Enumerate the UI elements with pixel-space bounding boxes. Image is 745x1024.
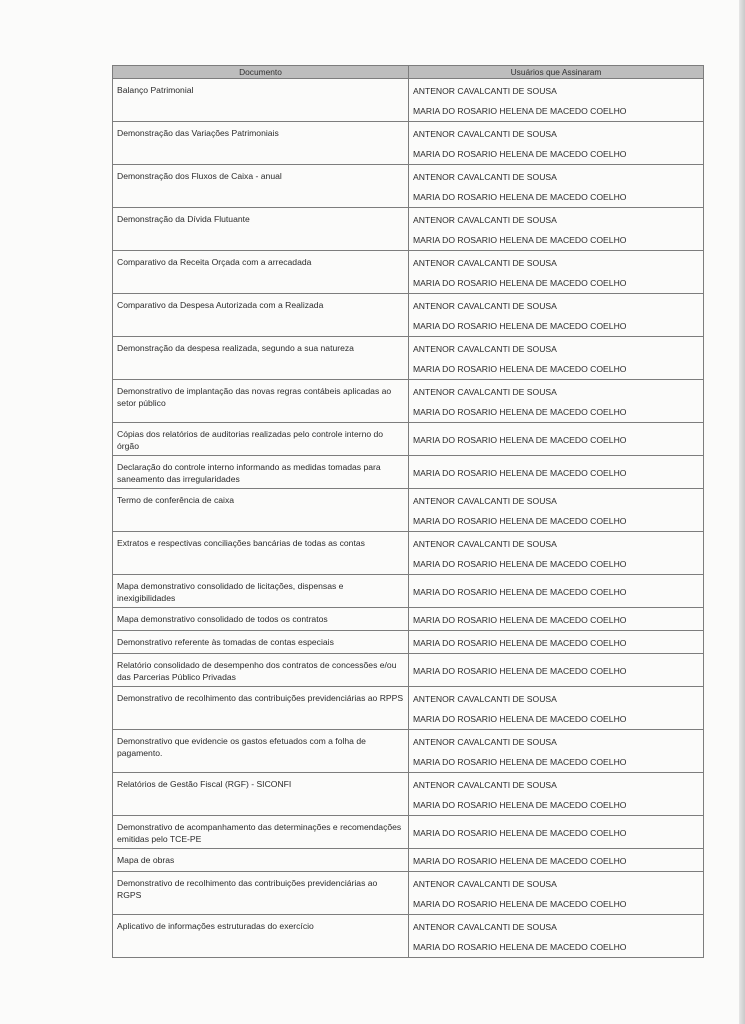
signer-name: ANTENOR CAVALCANTI DE SOUSA [413, 258, 557, 268]
table-row [113, 122, 704, 165]
signers-cell [409, 208, 704, 251]
table-body [113, 79, 704, 958]
signer-name: ANTENOR CAVALCANTI DE SOUSA [413, 539, 557, 549]
table-header-row [113, 66, 704, 79]
signer-name: MARIA DO ROSARIO HELENA DE MACEDO COELHO [413, 757, 627, 767]
signer-name: ANTENOR CAVALCANTI DE SOUSA [413, 301, 557, 311]
signers-cell [409, 165, 704, 208]
document-name: Demonstrativo de recolhimento das contribuições previdenciárias ao RPPS [113, 687, 409, 730]
table-row [113, 532, 704, 575]
signers-cell [409, 532, 704, 575]
document-name: Balanço Patrimonial [113, 79, 409, 122]
signers-cell [409, 79, 704, 122]
signer-name: MARIA DO ROSARIO HELENA DE MACEDO COELHO [413, 800, 627, 810]
table-row [113, 816, 704, 849]
signers-cell [409, 456, 704, 489]
signer-name: ANTENOR CAVALCANTI DE SOUSA [413, 215, 557, 225]
signer-name: ANTENOR CAVALCANTI DE SOUSA [413, 86, 557, 96]
table-row [113, 456, 704, 489]
signers-cell [409, 122, 704, 165]
table-row [113, 489, 704, 532]
table-row [113, 915, 704, 958]
signer-name: MARIA DO ROSARIO HELENA DE MACEDO COELHO [413, 827, 627, 838]
table-row [113, 294, 704, 337]
signers-cell [409, 915, 704, 958]
signers-cell [409, 337, 704, 380]
signer-name: MARIA DO ROSARIO HELENA DE MACEDO COELHO [413, 235, 627, 245]
signer-name: MARIA DO ROSARIO HELENA DE MACEDO COELHO [413, 856, 627, 866]
signers-cell [409, 294, 704, 337]
signers-cell [409, 380, 704, 423]
table-row [113, 773, 704, 816]
document-name: Demonstração da Dívida Flutuante [113, 208, 409, 251]
table-row [113, 251, 704, 294]
signer-name: ANTENOR CAVALCANTI DE SOUSA [413, 387, 557, 397]
document-name: Comparativo da Receita Orçada com a arrecadada [113, 251, 409, 294]
column-header-documento: Documento [113, 66, 409, 79]
signer-name: MARIA DO ROSARIO HELENA DE MACEDO COELHO [413, 516, 627, 526]
document-name: Relatório consolidado de desempenho dos contratos de concessões e/ou das Parcerias Público Privadas [113, 654, 409, 687]
document-name: Mapa demonstrativo consolidado de licitações, dispensas e inexigibilidades [113, 575, 409, 608]
document-name: Demonstrativo que evidencie os gastos efetuados com a folha de pagamento. [113, 730, 409, 773]
document-name: Mapa demonstrativo consolidado de todos os contratos [113, 608, 409, 631]
document-name: Extratos e respectivas conciliações bancárias de todas as contas [113, 532, 409, 575]
signers-cell [409, 849, 704, 872]
signer-name: MARIA DO ROSARIO HELENA DE MACEDO COELHO [413, 899, 627, 909]
signer-name: ANTENOR CAVALCANTI DE SOUSA [413, 737, 557, 747]
signer-name: MARIA DO ROSARIO HELENA DE MACEDO COELHO [413, 321, 627, 331]
signer-name: MARIA DO ROSARIO HELENA DE MACEDO COELHO [413, 106, 627, 116]
document-name: Termo de conferência de caixa [113, 489, 409, 532]
signer-name: ANTENOR CAVALCANTI DE SOUSA [413, 780, 557, 790]
signers-cell [409, 489, 704, 532]
table-row [113, 423, 704, 456]
signers-cell [409, 423, 704, 456]
signer-name: MARIA DO ROSARIO HELENA DE MACEDO COELHO [413, 638, 627, 648]
document-name: Cópias dos relatórios de auditorias realizadas pelo controle interno do órgão [113, 423, 409, 456]
signers-cell [409, 631, 704, 654]
signers-cell [409, 575, 704, 608]
document-name: Demonstrativo referente às tomadas de contas especiais [113, 631, 409, 654]
signer-name: ANTENOR CAVALCANTI DE SOUSA [413, 172, 557, 182]
signer-name: MARIA DO ROSARIO HELENA DE MACEDO COELHO [413, 407, 627, 417]
signer-name: MARIA DO ROSARIO HELENA DE MACEDO COELHO [413, 467, 627, 478]
table-row [113, 687, 704, 730]
signer-name: MARIA DO ROSARIO HELENA DE MACEDO COELHO [413, 586, 627, 597]
signers-cell [409, 773, 704, 816]
document-name: Comparativo da Despesa Autorizada com a Realizada [113, 294, 409, 337]
signer-name: MARIA DO ROSARIO HELENA DE MACEDO COELHO [413, 434, 627, 445]
document-name: Demonstrativo de implantação das novas regras contábeis aplicadas ao setor público [113, 380, 409, 423]
signers-cell [409, 608, 704, 631]
table-row [113, 337, 704, 380]
table-row [113, 872, 704, 915]
table-row [113, 608, 704, 631]
document-name: Declaração do controle interno informando as medidas tomadas para saneamento das irregularidades [113, 456, 409, 489]
table-row [113, 165, 704, 208]
signer-name: ANTENOR CAVALCANTI DE SOUSA [413, 129, 557, 139]
document-name: Relatórios de Gestão Fiscal (RGF) - SICONFI [113, 773, 409, 816]
document-name: Mapa de obras [113, 849, 409, 872]
signer-name: ANTENOR CAVALCANTI DE SOUSA [413, 694, 557, 704]
signer-name: MARIA DO ROSARIO HELENA DE MACEDO COELHO [413, 278, 627, 288]
document-name: Demonstrativo de recolhimento das contribuições previdenciárias ao RGPS [113, 872, 409, 915]
document-name: Demonstração dos Fluxos de Caixa - anual [113, 165, 409, 208]
signer-name: MARIA DO ROSARIO HELENA DE MACEDO COELHO [413, 665, 627, 676]
table-row [113, 380, 704, 423]
table-row [113, 575, 704, 608]
signer-name: MARIA DO ROSARIO HELENA DE MACEDO COELHO [413, 559, 627, 569]
signers-cell [409, 654, 704, 687]
document-name: Aplicativo de informações estruturadas do exercício [113, 915, 409, 958]
document-name: Demonstração da despesa realizada, segundo a sua natureza [113, 337, 409, 380]
table-row [113, 79, 704, 122]
signers-cell [409, 872, 704, 915]
table-row [113, 208, 704, 251]
table-row [113, 730, 704, 773]
signers-cell [409, 687, 704, 730]
document-name: Demonstração das Variações Patrimoniais [113, 122, 409, 165]
signer-name: MARIA DO ROSARIO HELENA DE MACEDO COELHO [413, 615, 627, 625]
signers-cell [409, 251, 704, 294]
table-row [113, 849, 704, 872]
signer-name: MARIA DO ROSARIO HELENA DE MACEDO COELHO [413, 364, 627, 374]
signer-name: ANTENOR CAVALCANTI DE SOUSA [413, 344, 557, 354]
signer-name: ANTENOR CAVALCANTI DE SOUSA [413, 879, 557, 889]
signer-name: MARIA DO ROSARIO HELENA DE MACEDO COELHO [413, 942, 627, 952]
scanned-page-edge [739, 0, 745, 1024]
table-row [113, 631, 704, 654]
signer-name: MARIA DO ROSARIO HELENA DE MACEDO COELHO [413, 714, 627, 724]
column-header-usuarios: Usuários que Assinaram [409, 66, 704, 79]
table-row [113, 654, 704, 687]
signers-cell [409, 730, 704, 773]
signer-name: ANTENOR CAVALCANTI DE SOUSA [413, 496, 557, 506]
document-name: Demonstrativo de acompanhamento das determinações e recomendações emitidas pelo TCE-PE [113, 816, 409, 849]
signatures-table [112, 65, 704, 958]
signer-name: MARIA DO ROSARIO HELENA DE MACEDO COELHO [413, 192, 627, 202]
signer-name: ANTENOR CAVALCANTI DE SOUSA [413, 922, 557, 932]
signers-cell [409, 816, 704, 849]
signer-name: MARIA DO ROSARIO HELENA DE MACEDO COELHO [413, 149, 627, 159]
